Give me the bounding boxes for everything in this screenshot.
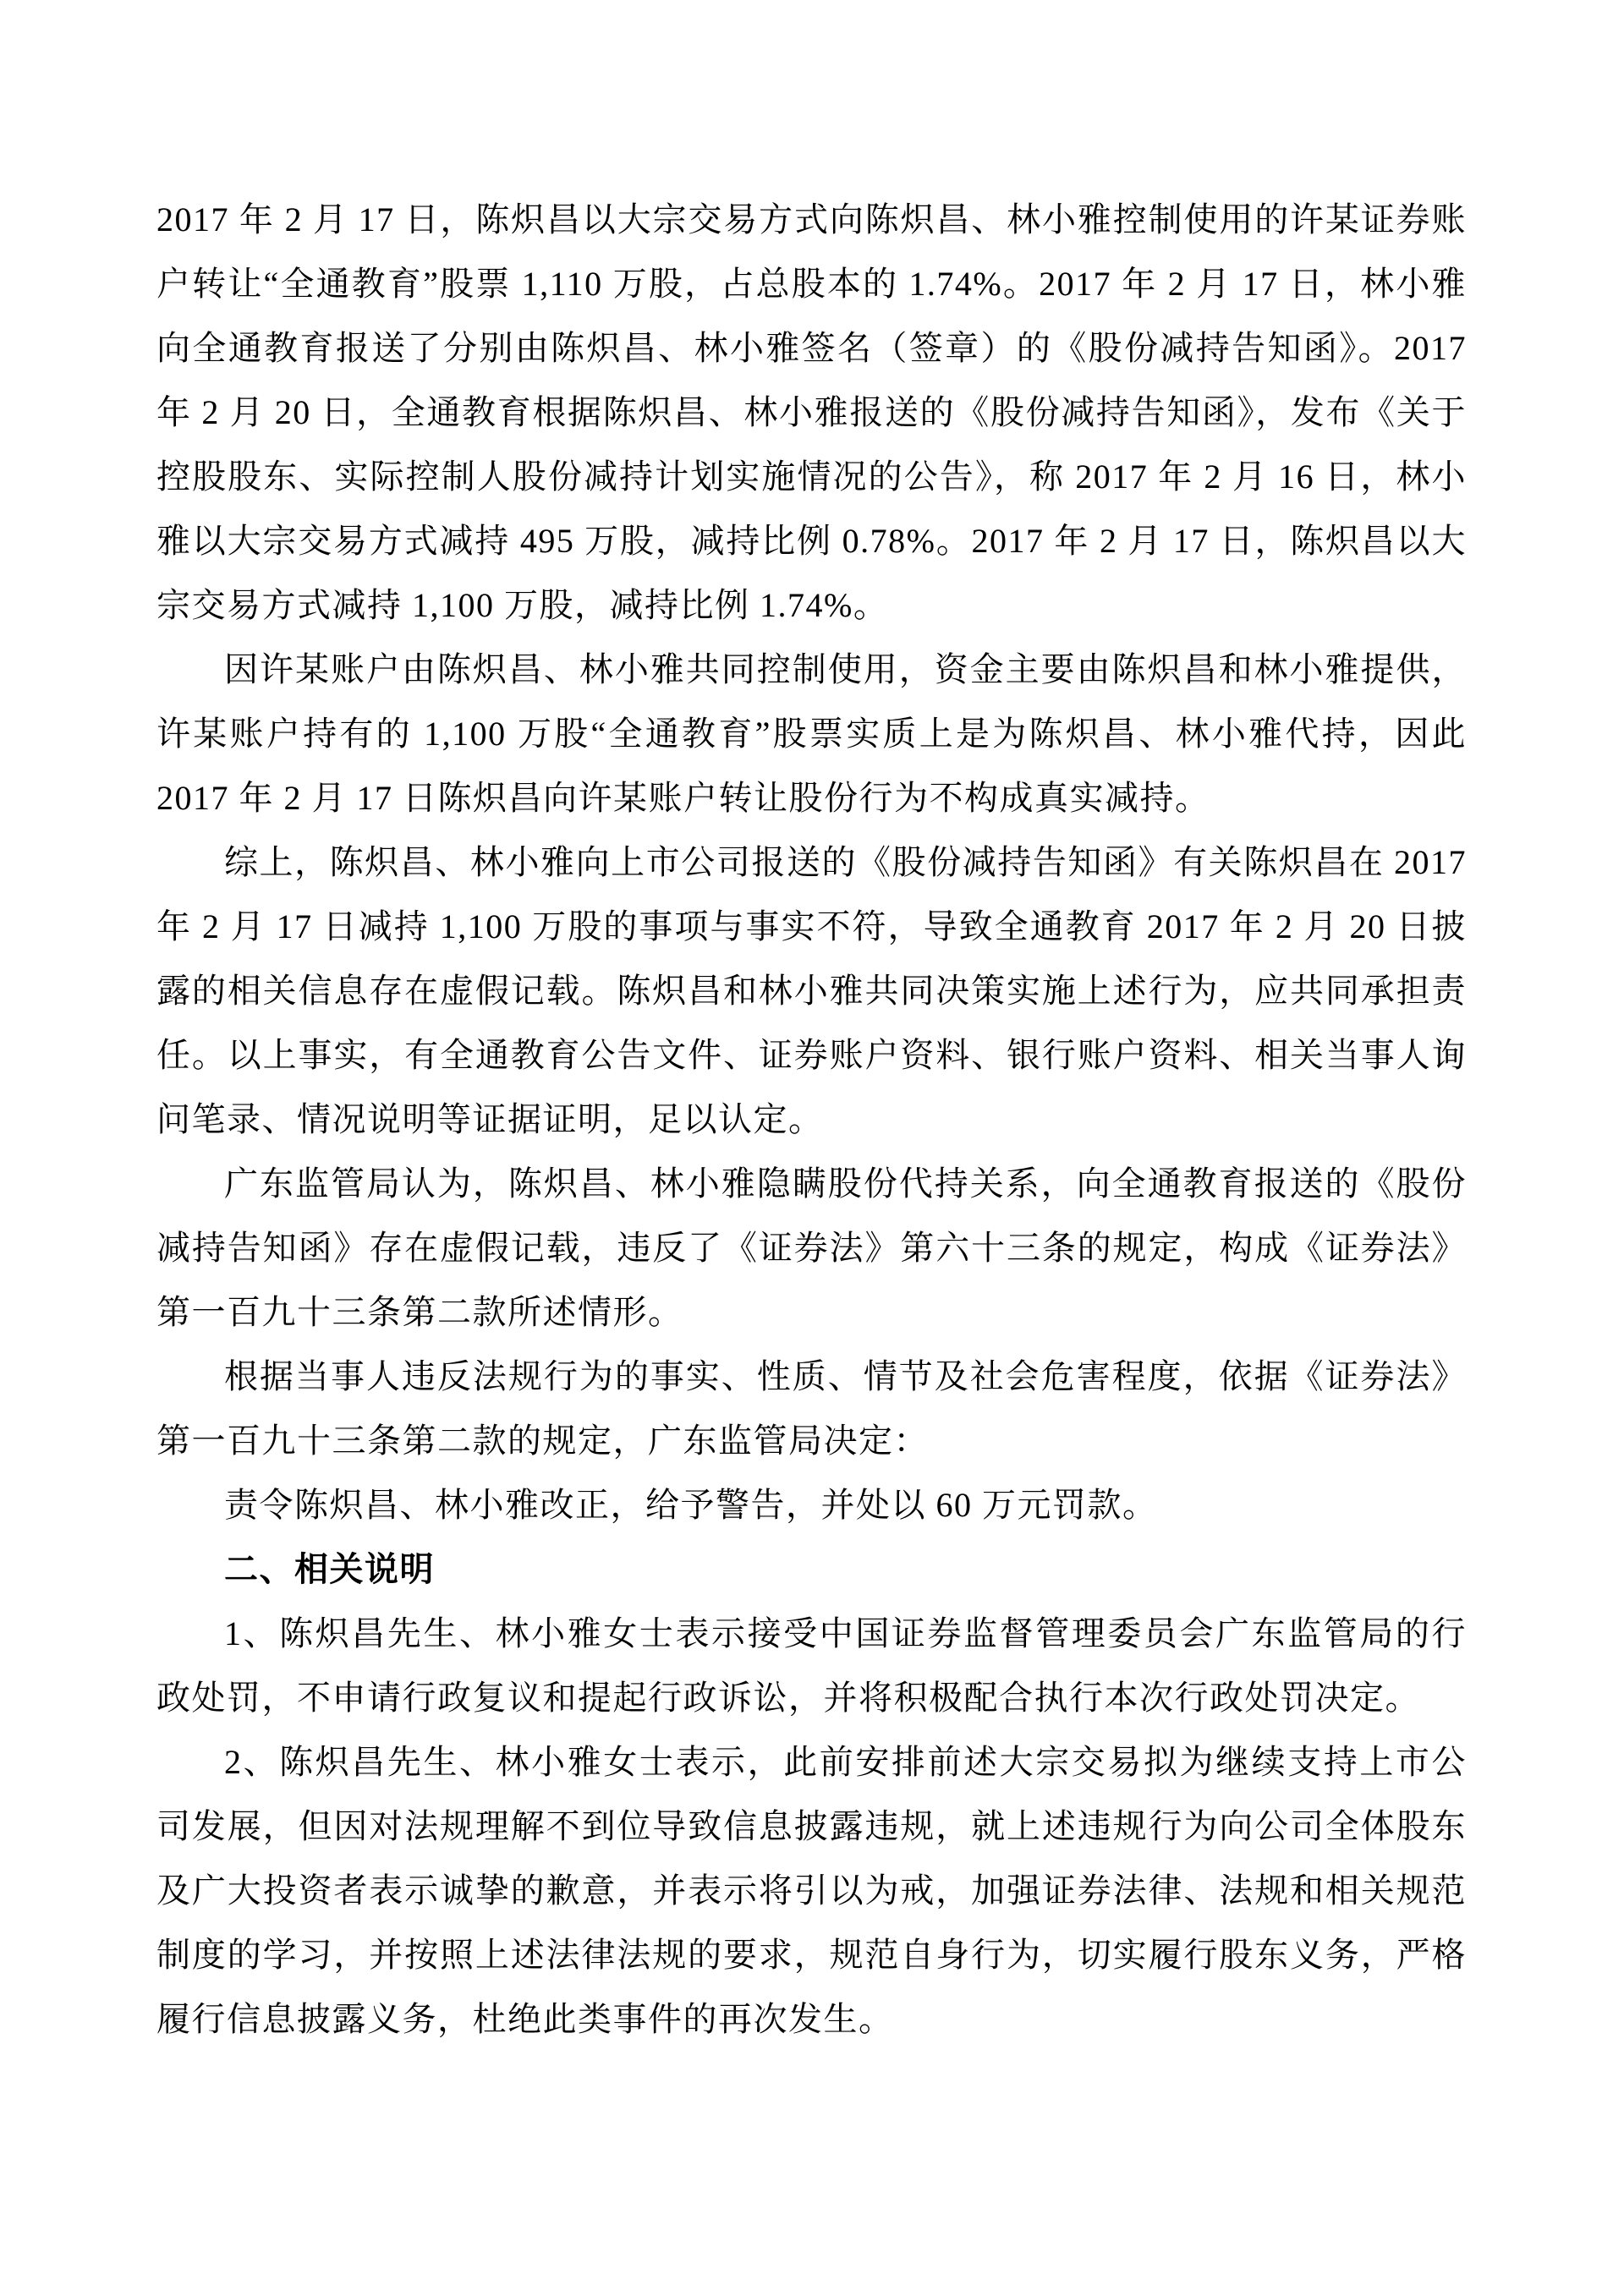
- paragraph-note-1-acceptance: 1、陈炽昌先生、林小雅女士表示接受中国证券监督管理委员会广东监管局的行政处罚，不申请行政复议和提起行政诉讼，并将积极配合执行本次行政处罚决定。: [156, 1614, 1467, 1717]
- paragraph-penalty-decision: 责令陈炽昌、林小雅改正，给予警告，并处以 60 万元罚款。: [224, 1486, 1158, 1524]
- paragraph-conclusion-false-record: 综上，陈炽昌、林小雅向上市公司报送的《股份减持告知函》有关陈炽昌在 2017 年 2 月 17 日减持 1,100 万股的事项与事实不符，导致全通教育 2017 年 2 月 20 日披露的相关信息存在虚假记载。陈炽昌和林小雅共同决策实施上述行为，应共同承担责任。以上事实，有全通教育公告文件、证券账户资料、银行账户资料、相关当事人询问笔录、情况说明等证据证明，足以认定。: [156, 843, 1467, 1138]
- document-body: [156, 188, 1467, 2052]
- section-heading-related-notes: 二、相关说明: [224, 1551, 435, 1588]
- paragraph-regulator-finding: 广东监管局认为，陈炽昌、林小雅隐瞒股份代持关系，向全通教育报送的《股份减持告知函》存在虚假记载，违反了《证券法》第六十三条的规定，构成《证券法》第一百九十三条第二款所述情形。: [156, 1164, 1467, 1331]
- paragraph-facts-continuation: 2017 年 2 月 17 日，陈炽昌以大宗交易方式向陈炽昌、林小雅控制使用的许某证券账户转让“全通教育”股票 1,110 万股，占总股本的 1.74%。2017 年 2 月 17 日，林小雅向全通教育报送了分别由陈炽昌、林小雅签名（签章）的《股份减持告知函》。2017 年 2 月 20 日，全通教育根据陈炽昌、林小雅报送的《股份减持告知函》，发布《关于控股股东、实际控制人股份减持计划实施情况的公告》，称 2017 年 2 月 16 日，林小雅以大宗交易方式减持 495 万股，减持比例 0.78%。2017 年 2 月 17 日，陈炽昌以大宗交易方式减持 1,100 万股，减持比例 1.74%。: [156, 200, 1467, 624]
- paragraph-nominee-holding: 因许某账户由陈炽昌、林小雅共同控制使用，资金主要由陈炽昌和林小雅提供，许某账户持有的 1,100 万股“全通教育”股票实质上是为陈炽昌、林小雅代持，因此 2017 年 2 月 17 日陈炽昌向许某账户转让股份行为不构成真实减持。: [156, 650, 1467, 817]
- paragraph-note-2-apology: 2、陈炽昌先生、林小雅女士表示，此前安排前述大宗交易拟为继续支持上市公司发展，但因对法规理解不到位导致信息披露违规，就上述违规行为向公司全体股东及广大投资者表示诚挚的歉意，并表示将引以为戒，加强证券法律、法规和相关规范制度的学习，并按照上述法律法规的要求，规范自身行为，切实履行股东义务，严格履行信息披露义务，杜绝此类事件的再次发生。: [156, 1743, 1467, 2038]
- paragraph-legal-basis: 根据当事人违反法规行为的事实、性质、情节及社会危害程度，依据《证券法》第一百九十三条第二款的规定，广东监管局决定：: [156, 1357, 1467, 1460]
